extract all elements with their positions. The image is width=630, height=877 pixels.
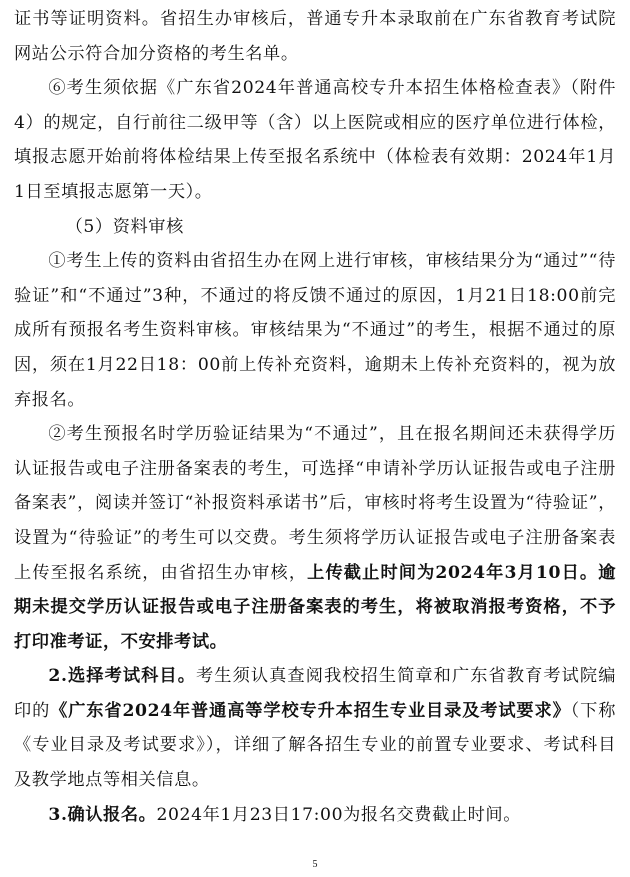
paragraph-confirm-registration [14,798,616,833]
section-2-text-a: 考生须认真查阅我校招生简章和广东省教育考试院编印的 [14,666,617,721]
paragraph-physical-exam: ⑥考生须依据《广东省2024年普通高校专升本招生体格检查表》（附件4）的规定，自行前往二级甲等（含）以上医院或相应的医疗单位进行体检，填报志愿开始前将体检结果上传至报名系统中（体检表有效期：2024年1月1日至填报志愿第一天）。 [14,78,616,202]
section-2-text-b: （下称《专业目录及考试要求》），详细了解各招生专业的前置专业要求、考试科目及教学地点等相关信息。 [14,700,616,791]
section-3-heading: 3.确认报名。 [48,804,157,825]
education-verification-text: ②考生预报名时学历验证结果为“不通过”，且在报名期间还未获得学历认证报告或电子注册备案表的考生，可选择“申请补学历认证报告或电子注册备案表”，阅读并签订“补报资料承诺书”后，审核时将考生设置为“待验证”，设置为“待验证”的考生可以交费。考生须将学历认证报告或电子注册备案表上传至报名系统，由省招生办审核， [14,424,616,583]
upload-deadline-notice: 上传截止时间为2024年3月10日。逾期未提交学历认证报告或电子注册备案表的考生，将被取消报考资格，不予打印准考证，不安排考试。 [14,562,616,652]
section-3-text: 2024年1月23日17:00为报名交费截止时间。 [156,804,522,825]
paragraph-bonus-review: 证书等证明资料。省招生办审核后，普通专升本录取前在广东省教育考试院网站公示符合加分资格的考生名单。 [14,9,616,64]
section-2-heading: 2.选择考试科目。 [48,666,197,687]
page-number: 5 [312,859,318,870]
paragraph-review-results: ①考生上传的资料由省招生办在网上进行审核，审核结果分为“通过”“待验证”和“不通过”3种，不通过的将反馈不通过的原因，1月21日18:00前完成所有预报名考生资料审核。审核结果为“不通过”的考生，根据不通过的原因，须在1月22日18：00前上传补充资料，逾期未上传补充资料的，视为放弃报名。 [14,251,616,410]
paragraph-select-subjects [14,659,616,797]
heading-material-review: （5）资料审核 [65,216,184,237]
paragraph-education-verification [14,417,616,659]
document-body [14,2,616,832]
catalog-title: 《广东省2024年普通高等学校专升本招生专业目录及考试要求》 [50,700,571,721]
